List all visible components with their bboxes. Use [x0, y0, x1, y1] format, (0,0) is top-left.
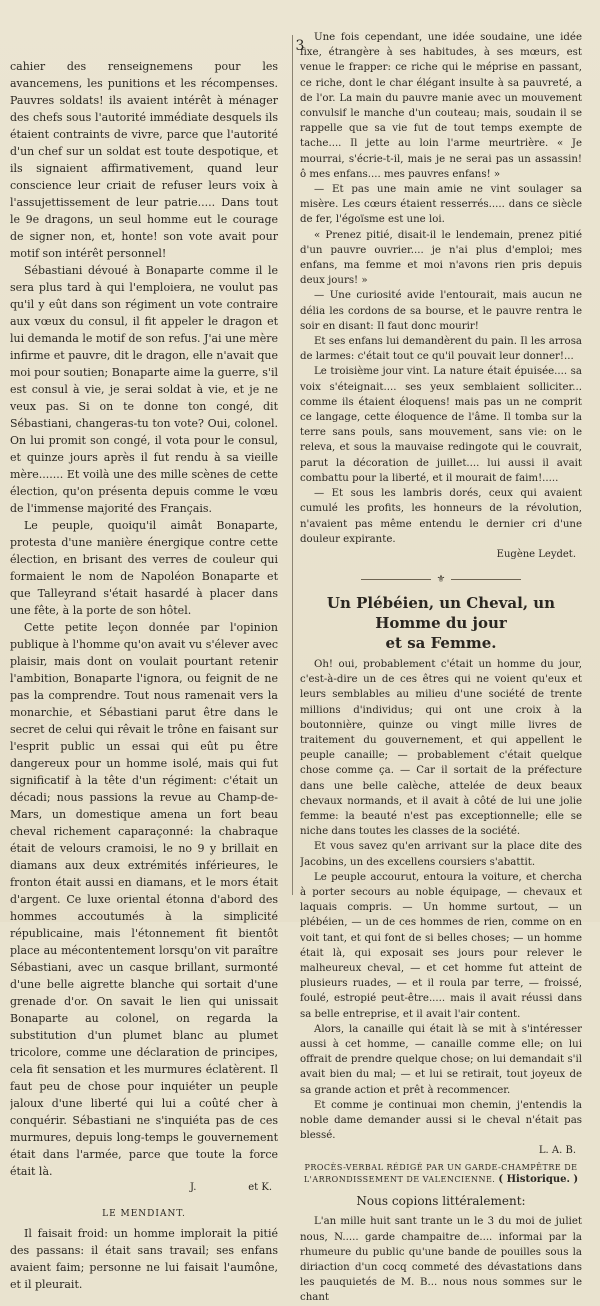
ornament-line-left: [361, 579, 431, 580]
right-paragraph-7: — Et sous les lambris dorés, ceux qui avaient cumulé les profits, les honneurs de la révolution, n'avaient pas même entendu le dernier cri d'une douleur expirante.: [300, 488, 582, 545]
page-number: 3: [295, 38, 305, 54]
mendiant-title: LE MENDIANT.: [102, 1209, 186, 1219]
plebeien-heading-line1: Un Plébéien, un Cheval, un Homme du jour: [326, 593, 556, 632]
left-paragraph-4: Cette petite leçon donnée par l'opinion publique à l'homme qu'on avait vu s'élever avec plaisir, mais dont on voulait pourtant retenir l'ambition, Bonaparte l'ignora, ou feignit de ne pas la comprendre. Tout nous ramenait vers la monarchie, et Sébastiani parut être dans le secret de celui qui rêvait le trône en faisant sur l'esprit public un essai qui eût pu être dangereux pour un homme isolé, mais qui fut significatif à la tête d'un régiment: c'était un décadi; nous passions la revue au Champ-de-Mars, un domestique amena un fort beau cheval richement caparaçonné: la chabraque était de velours cramoisi, le no 9 y brillait en diamans aux deux extrémités inférieures, le fronton était aussi en diamans, et le mors était d'argent. Ce luxe oriental étonna d'abord des hommes accoutumés à la simplicité républicaine, mais l'étonnement fit bientôt place au mécontentement lorsqu'on vit paraître Sébastiani, avec un casque brillant, surmonté d'une belle aigrette blanche qui sortait d'une grenade d'or. On savait le lien qui unissait Bonaparte au colonel, on regarda la substitution d'un plumet blanc au plumet tricolore, comme une déclaration de principes, cela fit sensation et les murmures éclatèrent. Il faut peu de chose pour inquiéter un peuple jaloux d'une liberté qui lui a coûté cher à conquérir. Sébastiani ne s'inquiéta pas de ces murmures, depuis long-temps le gouvernement était dans l'armée, parce que toute la force était là.: [10, 621, 278, 1178]
plebeien-paragraph-2: Et vous savez qu'en arrivant sur la place dite des Jacobins, un des excellens coursiers s'abattit.: [300, 841, 582, 868]
proces-verbal-text: L'an mille huit sant trante un le 3 du moi de juliet nous, N..... garde champaitre de.... informai par la rhumeure du public qu'une bande de pouilles sous la diriaction d'un cocq commeté des dévastations dans les pauquietés de M. B... nous nous sommes sur le chant: [300, 1216, 582, 1304]
plebeien-paragraph-4: Alors, la canaille qui était là se mit à s'intéresser aussi à cet homme, — canaille comme elle; on lui offrait de prendre quelque chose; on lui demandait s'il avait bien du mal; — et lui se retirait, tout joyeux de sa grande action et prêt à recommencer.: [300, 1023, 582, 1096]
plebeien-paragraph-3: Le peuple accourut, entoura la voiture, et chercha à porter secours au noble équipage, — chevaux et laquais compris. — Un homme surtout, — un plébéien, — un de ces hommes de rien, comme on en voit tant, et qui font de si belles choses; — un homme était là, qui exposait ses jours pour relever le malheureux cheval, — et cet homme fut atteint de plusieurs ruades, — et il roula par terre, — froissé, foulé, estropié peut-être..... mais il avait réussi dans sa belle entreprise, et il avait l'air content.: [300, 871, 582, 1020]
right-paragraph-1: Une fois cependant, une idée soudaine, une idée fixe, étrangère à ses habitudes, à ses mœurs, est venue le frapper: ce riche qui le méprise en passant, ce riche, dont le char élégant insulte à sa pauvreté, a de l'or. La main du pauvre manie avec un mouvement convulsif le manche d'un couteau; mais, soudain il se rappelle que sa vie fut de tout temps exempte de tache.... Il jette au loin l'arme meurtrière. « Je mourrai, s'écrie-t-il, mais je ne serai pas un assassin! ô mes enfans.... mes pauvres enfans! »: [300, 32, 582, 180]
right-paragraph-6: Le troisième jour vint. La nature était épuisée.... sa voix s'éteignait.... ses yeux semblaient solliciter... comme ils étaient éloquens! mais pas un ne comprit ce langage, cette éloquence de l'âme. Il tomba sur la terre sans pouls, sans mouvement, sans vie: on le releva, et sous la mauvaise redingote qui le couvrait, parut la décoration de juillet.... lui aussi il avait combattu pour la liberté, et il mourait de faim!.....: [300, 366, 582, 484]
proces-verbal-title: [300, 1162, 582, 1186]
right-paragraph-3: « Prenez pitié, disait-il le lendemain, prenez pitié d'un pauvre ouvrier.... je n'ai plus d'emploi; mes enfans, ma femme et moi n'avons rien pris depuis deux jours! »: [300, 229, 582, 287]
right-paragraph-5: Et ses enfans lui demandèrent du pain. Il les arrosa de larmes: c'était tout ce qu'il pouvait leur donner!...: [300, 336, 582, 363]
ornament-glyph-icon: ⚜: [436, 573, 446, 585]
proces-verbal-tag: ( Historique. ): [498, 1174, 579, 1186]
copy-notice: Nous copions littéralement:: [356, 1194, 526, 1209]
right-paragraph-2: — Et pas une main amie ne vint soulager sa misère. Les cœurs étaient resserrés..... dans ce siècle de fer, l'égoïsme est une loi.: [300, 184, 582, 226]
leydet-signature: Eugène Leydet.: [496, 548, 576, 560]
plebeien-heading: [300, 593, 582, 653]
left-paragraph-1: cahier des renseignemens pour les avancemens, les punitions et les récompenses. Pauvres soldats! ils avaient intérêt à ménager des chefs sous l'autorité immédiate desquels ils étaient contraints de vivre, parce que l'autorité d'un chef sur un soldat est toute despotique, et ils signaient affirmativement, quand leur conscience leur criait de refuser leurs voix à l'assujettissement de leur patrie..... Dans tout le 9e dragons, un seul homme eut le courage de signer non, et, honte! son vote avait pour motif son intérêt personnel!: [10, 60, 278, 260]
signature-k: et K.: [248, 1182, 272, 1193]
left-paragraph-3: Le peuple, quoiqu'il aimât Bonaparte, protesta d'une manière énergique contre cette élection, en brisant des verres de couleur qui formaient le nom de Napoléon Bonaparte et que Talleyrand s'était hasardé à placer dans une fête, à la porte de son hôtel.: [10, 519, 278, 617]
left-paragraph-2: Sébastiani dévoué à Bonaparte comme il le sera plus tard à qui l'emploiera, ne voulut pas qu'il y eût dans son régiment un vote contraire aux vœux du consul, il fit appeler le dragon et lui demanda le motif de son refus. J'ai une mère infirme et pauvre, dit le dragon, elle n'avait que moi pour soutien; Bonaparte aime la guerre, s'il est consul à vie, je serai soldat à vie, et je ne veux pas. Si on te donne ton congé, dit Sébastiani, changeras-tu ton vote? Oui, colonel. On lui promit son congé, il vota pour le consul, et quinze jours après il fut rendu à sa vieille mère....... Et voilà une des mille scènes de cette élection, qu'on présenta depuis comme le vœu de l'immense majorité des Français.: [10, 264, 278, 515]
plebeien-heading-line2: et sa Femme.: [385, 633, 497, 652]
signature-j: J.: [190, 1182, 197, 1193]
left-column: [10, 58, 278, 1293]
plebeien-paragraph-1: Oh! oui, probablement c'était un homme du jour, c'est-à-dire un de ces êtres qui ne voient qu'eux et leurs semblables au milieu d'une société de trente millions d'individus; qui ont une croix à la boutonnière, quinze ou vingt mille livres de traitement du gouvernement, et qui appellent le peuple canaille; — probablement c'était quelque chose comme ça. — Car il sortait de la préfecture dans une belle calèche, attelée de deux beaux chevaux normands, et il avait à côté de lui une jolie femme: la beauté n'est pas exceptionnelle; elle se niche dans toutes les classes de la société.: [300, 658, 582, 838]
left-signature: [10, 1182, 272, 1193]
plebeien-paragraph-5: Et comme je continuai mon chemin, j'entendis la noble dame demander aussi si le cheval n'était pas blessé.: [300, 1099, 582, 1142]
column-divider: [292, 35, 293, 895]
ornament-divider: [300, 574, 582, 585]
proces-verbal-heading: PROCÈS-VERBAL RÉDIGÉ PAR UN GARDE-CHAMPÊTRE DE L'ARRONDISSEMENT DE VALENCIENNE.: [303, 1163, 578, 1185]
ornament-line-right: [451, 579, 521, 580]
mendiant-text: Il faisait froid: un homme implorait la pitié des passans: il était sans travail; ses enfans avaient faim; personne ne lui faisait l'aumône, et il pleurait.: [10, 1227, 278, 1291]
plebeien-signature: L. A. B.: [538, 1145, 576, 1157]
right-column: [300, 30, 582, 1306]
right-paragraph-4: — Une curiosité avide l'entourait, mais aucun ne délia les cordons de sa bourse, et le pauvre rentra le soir en disant: Il faut donc mourir!: [300, 290, 582, 332]
